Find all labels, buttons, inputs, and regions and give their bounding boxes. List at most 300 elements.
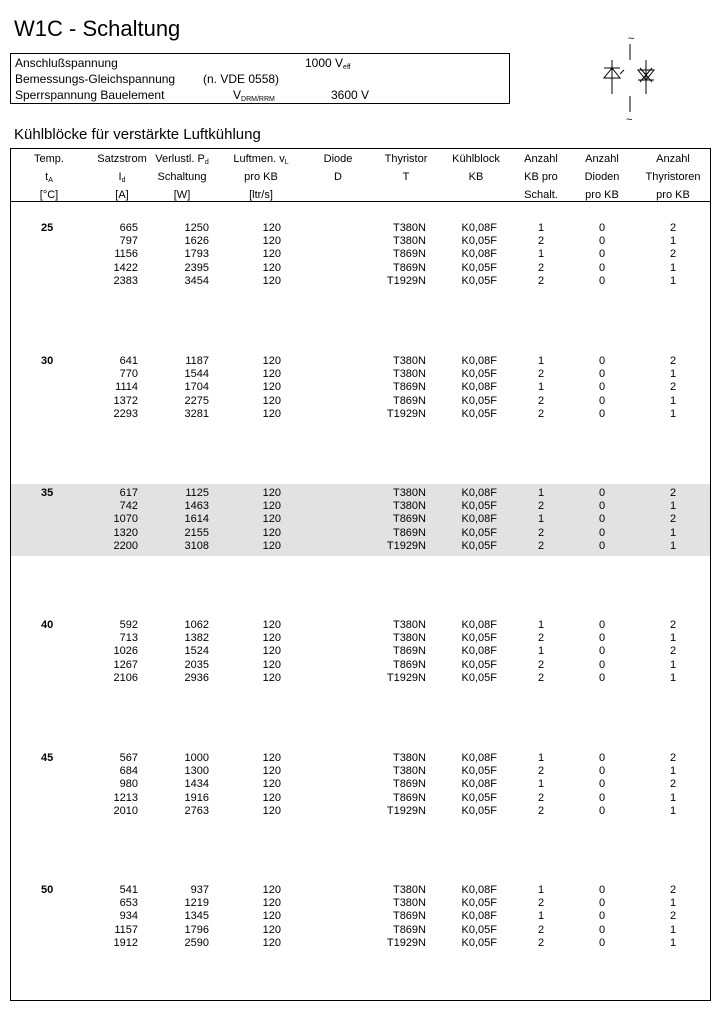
table-cell: K0,05F — [461, 407, 497, 420]
header-sub: L — [284, 159, 289, 166]
table-cell: T869N — [392, 248, 426, 261]
table-cell: 1 — [669, 274, 677, 287]
table-cell: 120 — [262, 632, 281, 645]
table-cell: 1000 — [184, 752, 209, 764]
table-cell: 120 — [262, 248, 281, 261]
table-cell: 2 — [537, 765, 545, 778]
table-cell: T869N — [392, 526, 426, 539]
table-cell: 120 — [262, 394, 281, 407]
spec-row-voltage — [15, 55, 505, 71]
table-cell: 1213 — [113, 791, 138, 804]
table-cell: K0,08F — [461, 619, 497, 631]
table-cell: 120 — [262, 526, 281, 539]
header-sub: d — [121, 177, 126, 184]
header-sub: d — [204, 159, 209, 166]
table-cell: 120 — [262, 235, 281, 248]
table-cell: 980 — [119, 778, 138, 791]
table-cell: 1219 — [184, 897, 209, 910]
table-cell: K0,08F — [461, 752, 497, 764]
table-cell: 2 — [537, 368, 545, 381]
table-cell: 1 — [669, 658, 677, 671]
header-text: Anzahl — [524, 153, 558, 165]
table-cell: 937 — [190, 884, 209, 896]
header-text: [A] — [115, 189, 129, 201]
table-cell: 0 — [598, 355, 606, 367]
table-cell: 120 — [262, 791, 281, 804]
header-text: Kühlblock — [452, 153, 500, 165]
table-cell: T869N — [392, 791, 426, 804]
table-cell: K0,08F — [461, 645, 497, 658]
table-cell: T869N — [392, 513, 426, 526]
table-cell: 1125 — [185, 487, 209, 499]
table-cell: 1 — [669, 407, 677, 420]
table-cell: T1929N — [386, 407, 426, 420]
header-text: t — [45, 171, 49, 183]
table-cell: 2 — [537, 235, 545, 248]
table-cell: 120 — [262, 658, 281, 671]
header-text: [W] — [173, 189, 191, 201]
table-cell: 0 — [598, 910, 606, 923]
tilde-top: ~ — [628, 33, 635, 45]
table-cell: T380N — [392, 884, 426, 896]
header-text: Dioden — [584, 171, 620, 183]
header-text: pro KB — [585, 189, 619, 201]
table-cell: 0 — [598, 791, 606, 804]
column-header-line — [628, 186, 718, 204]
table-cell: 2 — [537, 274, 545, 287]
table-cell: 1 — [537, 778, 545, 791]
table-cell: K0,08F — [461, 355, 497, 367]
table-cell: 1 — [669, 368, 677, 381]
table-cell: 1614 — [184, 513, 209, 526]
table-cell: 0 — [598, 884, 606, 896]
table-cell: 120 — [262, 500, 281, 513]
table-cell: 2 — [537, 261, 545, 274]
table-cell: T380N — [392, 355, 426, 367]
table-cell: 1267 — [113, 658, 138, 671]
table-cell: T380N — [392, 897, 426, 910]
table-cell: K0,05F — [461, 936, 497, 949]
table-cell: 1 — [537, 487, 545, 499]
table-cell: 120 — [262, 407, 281, 420]
table-cell: T869N — [392, 381, 426, 394]
table-cell: 120 — [262, 274, 281, 287]
table-cell: T1929N — [386, 804, 426, 817]
table-cell: 1382 — [184, 632, 209, 645]
table-cell: K0,08F — [461, 381, 497, 394]
table-cell: 2010 — [113, 804, 138, 817]
table-cell: T869N — [392, 261, 426, 274]
table-cell: 120 — [262, 765, 281, 778]
tilde-bottom: ~ — [626, 114, 633, 125]
table-cell: 0 — [598, 500, 606, 513]
table-cell: T380N — [392, 752, 426, 764]
table-cell: 1320 — [113, 526, 138, 539]
table-cell: 120 — [262, 355, 281, 367]
spec-value-sub: eff — [343, 64, 351, 71]
table-cell: 1 — [669, 632, 677, 645]
table-cell: 0 — [598, 923, 606, 936]
header-text: pro KB — [244, 171, 278, 183]
spec-label: Sperrspannung Bauelement — [15, 88, 165, 102]
header-text: Thyristor — [384, 153, 428, 165]
table-cell: T869N — [392, 923, 426, 936]
table-cell: 120 — [262, 368, 281, 381]
column-header-line — [216, 186, 306, 204]
header-text: KB pro — [524, 171, 558, 183]
table-cell: K0,05F — [461, 368, 497, 381]
table-cell: 2200 — [113, 539, 138, 552]
table-cell: 0 — [598, 539, 606, 552]
table-cell: 120 — [262, 539, 281, 552]
table-cell: 742 — [119, 500, 138, 513]
thyristor-diode-symbol-icon — [598, 30, 668, 125]
table-cell: 1544 — [184, 368, 209, 381]
table-cell: 592 — [119, 619, 138, 631]
table-cell: 2 — [537, 936, 545, 949]
section-heading: Kühlblöcke für verstärkte Luftkühlung — [14, 126, 261, 143]
table-cell: T869N — [392, 910, 426, 923]
table-cell: 0 — [598, 778, 606, 791]
table-cell: 0 — [598, 671, 606, 684]
column-header-line — [628, 168, 718, 186]
table-cell: 120 — [262, 513, 281, 526]
table-cell: 2383 — [113, 274, 138, 287]
table-cell: T869N — [392, 645, 426, 658]
table-cell: 120 — [262, 487, 281, 499]
table-cell: 2 — [537, 658, 545, 671]
table-cell: 0 — [598, 235, 606, 248]
table-cell: 1 — [537, 910, 545, 923]
table-cell: K0,05F — [461, 658, 497, 671]
table-cell: 2395 — [184, 261, 209, 274]
table-cell: 2 — [669, 355, 677, 367]
spec-value: 3600 V — [331, 88, 370, 102]
table-cell: 0 — [598, 936, 606, 949]
table-cell: 1 — [669, 765, 677, 778]
table-cell: 1 — [537, 222, 545, 234]
table-cell: 1 — [669, 526, 677, 539]
table-cell: 1062 — [184, 619, 209, 631]
header-text: pro KB — [656, 189, 690, 201]
table-cell: 1187 — [185, 355, 209, 367]
table-cell: 0 — [598, 487, 606, 499]
header-text: Anzahl — [656, 153, 690, 165]
table-cell: T869N — [392, 394, 426, 407]
spec-symbol-text: V — [233, 88, 242, 102]
table-cell: T1929N — [386, 936, 426, 949]
table-cell: K0,05F — [461, 539, 497, 552]
table-cell: K0,05F — [461, 500, 497, 513]
table-cell: 3454 — [184, 274, 209, 287]
table-cell: 120 — [262, 804, 281, 817]
table-cell: 2 — [537, 500, 545, 513]
table-cell: K0,08F — [461, 222, 497, 234]
table-cell: 0 — [598, 394, 606, 407]
table-cell: 1704 — [184, 381, 209, 394]
table-cell: 120 — [262, 261, 281, 274]
table-cell: 2106 — [113, 671, 138, 684]
column-header-line — [137, 186, 227, 204]
header-text: [°C] — [39, 189, 59, 201]
table-cell: K0,05F — [461, 897, 497, 910]
table-cell: 0 — [598, 407, 606, 420]
spec-row-dc — [15, 71, 505, 87]
table-cell: 1434 — [184, 778, 209, 791]
page-title: W1C - Schaltung — [14, 16, 181, 41]
table-cell: 1157 — [114, 923, 138, 936]
table-cell: T380N — [392, 235, 426, 248]
table-cell: 653 — [119, 897, 138, 910]
table-cell: 1524 — [184, 645, 209, 658]
table-cell: T1929N — [386, 671, 426, 684]
circuit-symbol — [598, 30, 668, 125]
table-cell: 0 — [598, 261, 606, 274]
table-cell: T380N — [392, 765, 426, 778]
table-cell: 2763 — [184, 804, 209, 817]
header-text: Verlustl. P — [155, 153, 205, 165]
table-cell: 2 — [537, 632, 545, 645]
table-cell: 0 — [598, 513, 606, 526]
table-cell: 1422 — [113, 261, 138, 274]
header-text: Thyristoren — [645, 171, 701, 183]
table-cell: 2 — [669, 752, 677, 764]
table-cell: 1793 — [184, 248, 209, 261]
spec-symbol-sub: DRM/RRM — [241, 96, 275, 103]
table-cell: 0 — [598, 368, 606, 381]
header-text: Satzstrom — [97, 153, 147, 165]
table-cell: 1372 — [113, 394, 138, 407]
table-cell: 1 — [537, 645, 545, 658]
table-cell: 2 — [537, 407, 545, 420]
table-cell: 1 — [669, 671, 677, 684]
table-cell: 2 — [537, 526, 545, 539]
header-text: Temp. — [34, 153, 64, 165]
table-cell: 120 — [262, 752, 281, 764]
table-cell: 2035 — [184, 658, 209, 671]
table-cell: K0,08F — [461, 248, 497, 261]
table-cell: 2 — [669, 645, 677, 658]
header-text: I — [118, 171, 122, 183]
table-cell: T1929N — [386, 539, 426, 552]
spec-label: Anschlußspannung — [15, 56, 118, 70]
table-cell: K0,08F — [461, 487, 497, 499]
table-cell: 1 — [669, 791, 677, 804]
table-cell: 1626 — [184, 235, 209, 248]
table-cell: 2 — [537, 791, 545, 804]
table-cell: K0,08F — [461, 778, 497, 791]
table-cell: 0 — [598, 632, 606, 645]
table-cell: 0 — [598, 222, 606, 234]
table-cell: 1 — [537, 381, 545, 394]
table-cell: 2155 — [184, 526, 209, 539]
header-text: Schaltung — [157, 171, 207, 183]
table-cell: 2 — [537, 394, 545, 407]
table-cell: 1300 — [184, 765, 209, 778]
table-cell: 2 — [669, 778, 677, 791]
table-cell: 0 — [598, 765, 606, 778]
header-text: D — [334, 171, 342, 183]
header-text: Diode — [323, 153, 353, 165]
table-cell: 1156 — [114, 248, 138, 261]
column-header-line — [628, 150, 718, 168]
table-cell: 1345 — [184, 910, 209, 923]
table-cell: 0 — [598, 274, 606, 287]
table-cell: 1 — [537, 355, 545, 367]
header-text: T — [402, 171, 410, 183]
table-cell: 1916 — [184, 791, 209, 804]
table-cell: 0 — [598, 645, 606, 658]
temperature-value: 45 — [41, 752, 54, 764]
table-cell: 2 — [669, 381, 677, 394]
table-cell: 1250 — [184, 222, 209, 234]
table-cell: T380N — [392, 500, 426, 513]
table-cell: 2 — [669, 619, 677, 631]
table-cell: 3108 — [184, 539, 209, 552]
table-cell: 120 — [262, 671, 281, 684]
table-cell: K0,05F — [461, 765, 497, 778]
table-cell: K0,05F — [461, 394, 497, 407]
header-text: Anzahl — [585, 153, 619, 165]
column-header-line — [137, 168, 227, 186]
table-cell: 120 — [262, 381, 281, 394]
table-cell: 1 — [537, 884, 545, 896]
table-cell: 1 — [537, 619, 545, 631]
table-cell: T869N — [392, 658, 426, 671]
table-cell: 0 — [598, 897, 606, 910]
table-cell: 120 — [262, 923, 281, 936]
table-cell: T380N — [392, 619, 426, 631]
table-cell: 1 — [669, 261, 677, 274]
table-cell: 3281 — [184, 407, 209, 420]
table-cell: 120 — [262, 910, 281, 923]
table-cell: K0,05F — [461, 526, 497, 539]
spec-label: Bemessungs-Gleichspannung — [15, 72, 176, 86]
table-cell: 2293 — [113, 407, 138, 420]
header-text: KB — [468, 171, 484, 183]
table-cell: 120 — [262, 645, 281, 658]
table-cell: K0,05F — [461, 923, 497, 936]
table-cell: 2 — [669, 513, 677, 526]
table-cell: 797 — [119, 235, 138, 248]
table-cell: T380N — [392, 222, 426, 234]
temperature-value: 40 — [41, 619, 54, 631]
table-cell: K0,05F — [461, 274, 497, 287]
table-cell: 934 — [119, 910, 138, 923]
table-cell: 1912 — [113, 936, 138, 949]
table-cell: 770 — [119, 368, 138, 381]
table-cell: 120 — [262, 778, 281, 791]
table-cell: 0 — [598, 526, 606, 539]
table-cell: T869N — [392, 778, 426, 791]
table-cell: 120 — [262, 897, 281, 910]
table-cell: 2 — [537, 539, 545, 552]
table-cell: 2 — [669, 222, 677, 234]
table-cell: 2 — [537, 897, 545, 910]
table-cell: 1 — [669, 500, 677, 513]
table-cell: K0,08F — [461, 513, 497, 526]
table-cell: 641 — [119, 355, 138, 367]
table-cell: 120 — [262, 884, 281, 896]
table-cell: 1796 — [184, 923, 209, 936]
table-cell: 120 — [262, 222, 281, 234]
table-cell: 2 — [669, 248, 677, 261]
table-cell: 2 — [537, 923, 545, 936]
table-cell: 1 — [669, 923, 677, 936]
table-cell: 1 — [537, 513, 545, 526]
table-cell: 1463 — [184, 500, 209, 513]
table-cell: K0,08F — [461, 884, 497, 896]
table-cell: K0,05F — [461, 791, 497, 804]
table-cell: 0 — [598, 248, 606, 261]
table-cell: 713 — [119, 632, 138, 645]
table-cell: 1 — [537, 248, 545, 261]
table-cell: 1 — [669, 235, 677, 248]
table-cell: 2936 — [184, 671, 209, 684]
table-cell: 1070 — [113, 513, 138, 526]
header-text: Luftmen. v — [233, 153, 285, 165]
header-sub: A — [48, 177, 53, 184]
table-cell: 0 — [598, 804, 606, 817]
table-cell: 2 — [669, 487, 677, 499]
spec-box — [10, 53, 510, 104]
spec-note: (n. VDE 0558) — [203, 72, 280, 86]
table-cell: 1 — [669, 394, 677, 407]
table-cell: 0 — [598, 752, 606, 764]
table-cell: T380N — [392, 487, 426, 499]
table-cell: 1 — [537, 752, 545, 764]
table-cell: 617 — [119, 487, 138, 499]
table-cell: 0 — [598, 658, 606, 671]
table-cell: 2590 — [184, 936, 209, 949]
table-cell: 2275 — [184, 394, 209, 407]
table-cell: T380N — [392, 368, 426, 381]
table-cell: 120 — [262, 936, 281, 949]
temperature-value: 25 — [41, 222, 54, 234]
table-cell: 120 — [262, 619, 281, 631]
table-cell: 1 — [669, 897, 677, 910]
table-cell: 665 — [119, 222, 138, 234]
table-cell: 1026 — [113, 645, 138, 658]
table-cell: 684 — [119, 765, 138, 778]
table-cell: K0,05F — [461, 235, 497, 248]
table-cell: 1 — [669, 936, 677, 949]
table-cell: 0 — [598, 381, 606, 394]
table-cell: K0,05F — [461, 671, 497, 684]
table-cell: 567 — [119, 752, 138, 764]
table-cell: K0,05F — [461, 261, 497, 274]
table-cell: T380N — [392, 632, 426, 645]
table-cell: T1929N — [386, 274, 426, 287]
temperature-value: 35 — [41, 487, 54, 499]
spec-row-blocking — [15, 87, 505, 103]
table-cell: 1 — [669, 804, 677, 817]
table-cell: K0,05F — [461, 804, 497, 817]
temperature-value: 50 — [41, 884, 54, 896]
header-text: [ltr/s] — [249, 189, 273, 201]
table-cell: K0,08F — [461, 910, 497, 923]
table-cell: 0 — [598, 619, 606, 631]
table-cell: 2 — [537, 804, 545, 817]
table-cell: 2 — [669, 884, 677, 896]
table-cell: 2 — [669, 910, 677, 923]
table-cell: 541 — [119, 884, 138, 896]
table-cell: 1 — [669, 539, 677, 552]
spec-value-text: 1000 V — [305, 56, 344, 70]
temperature-value: 30 — [41, 355, 54, 367]
table-cell: 2 — [537, 671, 545, 684]
spec-symbol — [233, 87, 275, 108]
